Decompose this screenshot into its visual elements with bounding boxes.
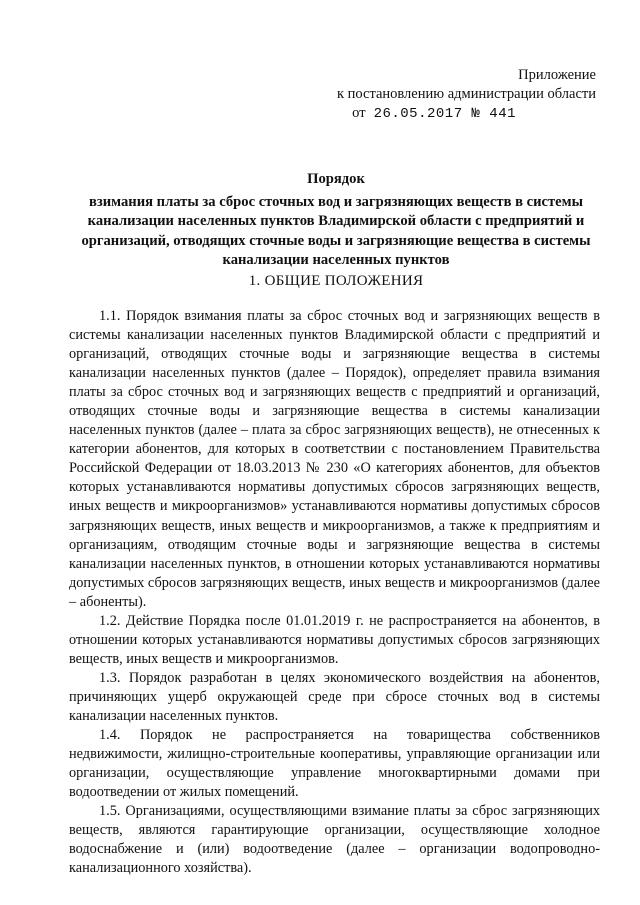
date-stamp: 26.05.2017 № 441	[373, 106, 516, 122]
paragraph-1-3: 1.3. Порядок разработан в целях экономического воздействия на абонентов, причиняющих ущерб окружающей среде при сбросе сточных вод в системы канализации населенных пунктов.	[69, 669, 600, 724]
date-prefix: от	[352, 105, 366, 121]
paragraph-1-2: 1.2. Действие Порядка после 01.01.2019 г. не распространяется на абонентов, в отношении которых устанавливаются нормативы допустимых сбросов загрязняющих веществ, иных веществ и микроорганизмов.	[69, 612, 600, 667]
section-heading: 1. ОБЩИЕ ПОЛОЖЕНИЯ	[248, 273, 424, 289]
title-main: Порядок	[307, 171, 365, 187]
approval-block	[337, 66, 596, 124]
document-title	[60, 170, 612, 271]
title-subtitle: взимания платы за сброс сточных вод и загрязняющих веществ в системы канализации населенных пунктов Владимирской области с предприятий и организаций, отводящих сточные воды и загрязняющие вещества в системы канализации населенных пунктов	[81, 193, 591, 268]
resolution-date-line	[337, 104, 516, 124]
resolution-reference: к постановлению администрации области	[336, 86, 596, 102]
document-body	[69, 307, 600, 878]
paragraph-1-1: 1.1. Порядок взимания платы за сброс сточных вод и загрязняющих веществ в системы канализации населенных пунктов Владимирской области с предприятий и организаций, отводящих сточные воды и загрязняющие вещества в системы канализации населенных пунктов (далее – Порядок), определяет правила взимания платы за сброс сточных вод и загрязняющих веществ с предприятий и организаций, отводящих сточные воды и загрязняющие вещества в системы канализации населенных пунктов (далее – плата за сброс загрязняющих веществ), не отнесенных к категории абонентов, для которых в соответствии с постановлением Правительства Российской Федерации от 18.03.2013 № 230 «О категориях абонентов, для объектов которых устанавливаются нормативы допустимых сбросов загрязняющих веществ, иных веществ и микроорганизмов» устанавливаются нормативы допустимых сбросов загрязняющих веществ, иных веществ и микроорганизмов, а также к предприятиям и организациям, отводящим сточные воды и загрязняющие вещества в системы канализации населенных пунктов, в отношении которых устанавливаются нормативы допустимых сбросов загрязняющих веществ, иных веществ и микроорганизмов (далее – абоненты).	[69, 308, 600, 610]
paragraph-1-4: 1.4. Порядок не распространяется на товарищества собственников недвижимости, жилищно-строительные кооперативы, управляющие организации или организации, осуществляющие управление многоквартирными домами при водоотведении от жилых помещений.	[69, 727, 600, 801]
paragraph-1-5: 1.5. Организациями, осуществляющими взимание платы за сброс загрязняющих веществ, являются гарантирующие организации, осуществляющие холодное водоснабжение и (или) водоотведение (далее – организации водопроводно-канализационного хозяйства).	[69, 803, 600, 877]
appendix-label: Приложение	[518, 67, 596, 83]
